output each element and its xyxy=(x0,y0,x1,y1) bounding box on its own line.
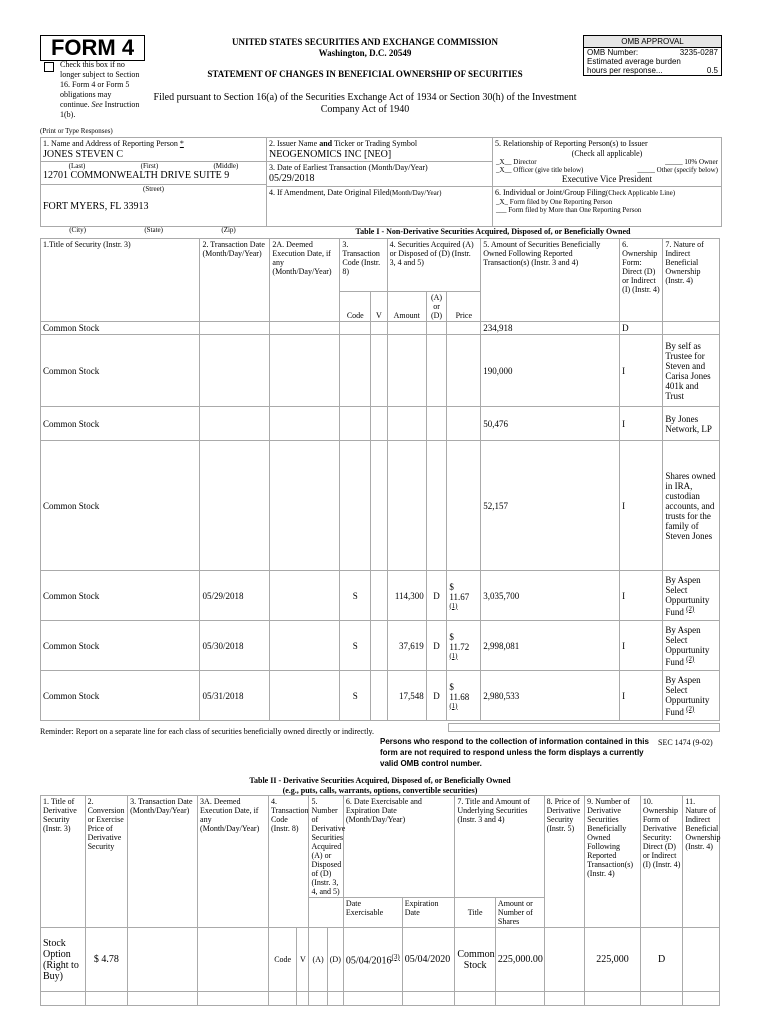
footnote-1-link[interactable]: (1) xyxy=(449,601,458,610)
t1-cell-title: Common Stock xyxy=(41,671,200,721)
price-value: 11.68 xyxy=(449,691,470,702)
middle-label: (Middle) xyxy=(213,162,239,170)
t1-cell-v xyxy=(371,322,387,335)
t2-row-u-title: Common Stock xyxy=(455,928,496,992)
reminder-text: Reminder: Report on a separate line for each class of securities beneficially owned directly or indirectly. xyxy=(40,727,375,736)
zip-label: (Zip) xyxy=(221,226,236,234)
t1-cell-v xyxy=(371,407,387,441)
t1-cell-v xyxy=(371,621,387,671)
box6-label: 6. Individual or Joint/Group Filing xyxy=(495,188,606,197)
t1-cell-amount xyxy=(387,322,426,335)
t1-cell-title: Common Stock xyxy=(41,407,200,441)
footnote-1-link[interactable]: (1) xyxy=(449,701,458,710)
box4-label: 4. If Amendment, Date Original Filed xyxy=(269,188,390,197)
nature-text: Shares owned in IRA, custodian accounts, and trusts for the family of Steven Jones xyxy=(665,470,716,541)
t1-header-nature: 7. Nature of Indirect Beneficial Ownership (Instr. 4) xyxy=(663,239,720,322)
t1-cell-code xyxy=(340,322,371,335)
t1-cell-ad xyxy=(426,335,447,407)
t2-row-date-ex xyxy=(343,928,402,992)
t1-cell-title: Common Stock xyxy=(41,571,200,621)
agency-city: Washington, D.C. 20549 xyxy=(318,48,412,58)
t2-row-price: $ 4.78 xyxy=(85,928,128,992)
street-address: 12701 COMMONWEALTH DRIVE SUITE 9 xyxy=(43,170,230,181)
t1-header-date: 2. Transaction Date (Month/Day/Year) xyxy=(200,239,270,322)
t2-row-exp: 05/04/2020 xyxy=(402,928,455,992)
t2-header-date: 3. Transaction Date (Month/Day/Year) xyxy=(128,796,198,928)
t1-row xyxy=(41,441,720,571)
sec-code: SEC 1474 (9-02) xyxy=(658,738,713,747)
omb-burden-label: Estimated average burden xyxy=(587,57,681,66)
t1-cell-owned: 190,000 xyxy=(481,335,620,407)
t1-cell-form: I xyxy=(620,671,663,721)
t1-cell-title: Common Stock xyxy=(41,322,200,335)
t1-cell-ad: D xyxy=(426,621,447,671)
ten-percent-owner-option[interactable]: _____ 10% Owner xyxy=(665,158,718,166)
t1-cell-form: I xyxy=(620,621,663,671)
t1-cell-code xyxy=(340,441,371,571)
t1-cell-deemed xyxy=(270,441,340,571)
non-derivative-table xyxy=(40,238,720,721)
t1-cell-price xyxy=(447,621,481,671)
t1-row xyxy=(41,671,720,721)
t2-row-owned: 225,000 xyxy=(585,928,641,992)
t1-cell-date xyxy=(200,407,270,441)
table2-subtitle: (e.g., puts, calls, warrants, options, convertible securities) xyxy=(282,786,478,795)
footnote-2-link[interactable]: (2) xyxy=(686,654,695,663)
t1-cell-ad xyxy=(426,407,447,441)
nature-text: By Aspen Select Oppurtunity Fund xyxy=(665,624,710,667)
nature-text: By self as Trustee for Steven and Carisa Jones 401k and Trust xyxy=(665,340,711,401)
other-option[interactable]: _____ Other (specify below) xyxy=(637,166,718,174)
t1-cell-nature xyxy=(663,571,720,621)
filing-option-one[interactable]: _X_ Form filed by One Reporting Person xyxy=(496,198,613,206)
price-currency: $ xyxy=(449,681,454,692)
filed-pursuant: Filed pursuant to Section 16(a) of the Securities Exchange Act of 1934 or Section 30(h) of the Investment Company Act of 1940 xyxy=(153,92,577,115)
issuer-name: NEOGENOMICS INC [NEO] xyxy=(269,149,392,160)
t2-header-exercisable: 6. Date Exercisable and Expiration Date (Month/Day/Year) xyxy=(343,796,454,898)
officer-title: Executive Vice President xyxy=(561,174,653,184)
t1-cell-code: S xyxy=(340,671,371,721)
box2-label: 2. Issuer Name xyxy=(269,139,318,148)
t1-cell-owned: 2,980,533 xyxy=(481,671,620,721)
price-value: 11.72 xyxy=(449,641,470,652)
t1-cell-v xyxy=(371,441,387,571)
t1-cell-ad: D xyxy=(426,671,447,721)
street-label: (Street) xyxy=(41,184,266,193)
city-state-zip: FORT MYERS, FL 33913 xyxy=(43,201,149,212)
t2-sub-title: Title xyxy=(455,898,496,928)
t1-cell-price xyxy=(447,571,481,621)
t1-cell-nature xyxy=(663,671,720,721)
nature-text: By Aspen Select Oppurtunity Fund xyxy=(665,674,710,717)
t1-cell-amount: 17,548 xyxy=(387,671,426,721)
t1-header-owned: 5. Amount of Securities Beneficially Owned Following Reported Transaction(s) (Instr. 3 and 4) xyxy=(481,239,620,322)
t1-cell-title: Common Stock xyxy=(41,335,200,407)
agency-name: UNITED STATES SECURITIES AND EXCHANGE COMMISSION xyxy=(232,37,498,47)
t1-cell-code: S xyxy=(340,621,371,671)
t2-header-nature: 11. Nature of Indirect Beneficial Ownership (Instr. 4) xyxy=(683,796,720,928)
t1-row xyxy=(41,571,720,621)
t1-cell-deemed xyxy=(270,621,340,671)
reporting-person-name: JONES STEVEN C xyxy=(43,149,124,160)
t2-row-form: D xyxy=(640,928,683,992)
t2-header-code: 4. Transaction Code (Instr. 8) xyxy=(268,796,309,928)
t2-sub-amount: Amount or Number of Shares xyxy=(495,898,544,928)
t1-row xyxy=(41,335,720,407)
t1-cell-form: I xyxy=(620,441,663,571)
t1-header-code: 3. Transaction Code (Instr. 8) xyxy=(340,239,387,292)
box-relationship xyxy=(492,137,722,187)
t1-cell-title: Common Stock xyxy=(41,441,200,571)
earliest-transaction-date: 05/29/2018 xyxy=(269,173,315,184)
t1-row xyxy=(41,407,720,441)
omb-title: OMB APPROVAL xyxy=(584,36,721,48)
t2-sub-code: Code xyxy=(268,928,296,992)
t1-cell-nature xyxy=(663,322,720,335)
t2-header-form: 10. Ownership Form of Derivative Security: Direct (D) or Indirect (I) (Instr. 4) xyxy=(640,796,683,928)
t2-header-deriv-price: 8. Price of Derivative Security (Instr. 5) xyxy=(544,796,585,928)
t1-row xyxy=(41,322,720,335)
t1-header-form: 6. Ownership Form: Direct (D) or Indirect (I) (Instr. 4) xyxy=(620,239,663,322)
t1-cell-amount xyxy=(387,335,426,407)
price-value: 11.67 xyxy=(449,591,470,602)
t1-header-acquired: 4. Securities Acquired (A) or Disposed of (D) (Instr. 3, 4 and 5) xyxy=(387,239,481,292)
t2-sub-exp: Expiration Date xyxy=(402,898,455,928)
t1-cell-form: D xyxy=(620,322,663,335)
box-issuer xyxy=(266,137,493,162)
footnote-1-link[interactable]: (1) xyxy=(449,651,458,660)
t1-cell-price xyxy=(447,322,481,335)
form-title: STATEMENT OF CHANGES IN BENEFICIAL OWNERSHIP OF SECURITIES xyxy=(207,69,523,79)
state-label: (State) xyxy=(144,226,163,234)
t1-cell-owned: 234,918 xyxy=(481,322,620,335)
filing-option-multiple[interactable]: ___ Form filed by More than One Reporting Person xyxy=(496,206,642,214)
price-currency: $ xyxy=(449,631,454,642)
t1-cell-price xyxy=(447,671,481,721)
t1-cell-date xyxy=(200,335,270,407)
box5-label: 5. Relationship of Reporting Person(s) to Issuer xyxy=(495,139,648,148)
t1-cell-owned: 3,035,700 xyxy=(481,571,620,621)
box-filing-type xyxy=(492,186,722,227)
nature-text: By Jones Network, LP xyxy=(665,413,712,434)
city-label: (City) xyxy=(69,226,86,234)
t1-sub-v: V xyxy=(371,292,387,322)
t1-cell-ad xyxy=(426,322,447,335)
t1-header-deemed: 2A. Deemed Execution Date, if any (Month/Day/Year) xyxy=(270,239,340,322)
t1-cell-title: Common Stock xyxy=(41,621,200,671)
box2-label-ticker: Ticker or Trading Symbol xyxy=(333,139,418,148)
t1-cell-deemed xyxy=(270,322,340,335)
box5-sub: (Check all applicable) xyxy=(571,149,643,158)
no-longer-subject-checkbox[interactable] xyxy=(44,62,54,72)
t2-sub-date-ex: Date Exercisable xyxy=(343,898,402,928)
box-amendment xyxy=(266,186,493,227)
t1-cell-v xyxy=(371,671,387,721)
t1-cell-ad: D xyxy=(426,571,447,621)
t2-header-deemed: 3A. Deemed Execution Date, if any (Month/Day/Year) xyxy=(198,796,269,928)
t2-sub-a: (A) xyxy=(309,928,327,992)
t1-cell-deemed xyxy=(270,335,340,407)
box-reporting-person xyxy=(40,137,267,227)
omb-hours-label: hours per response... xyxy=(587,66,663,75)
omb-approval-box xyxy=(583,35,722,76)
nature-text: By Aspen Select Oppurtunity Fund xyxy=(665,574,710,617)
t1-cell-v xyxy=(371,335,387,407)
last-label: (Last) xyxy=(68,162,86,170)
t1-sub-amount: Amount xyxy=(387,292,426,322)
t2-header-owned: 9. Number of Derivative Securities Beneficially Owned Following Reported Transaction(s) (Instr. 4) xyxy=(585,796,641,928)
form-4-label: FORM 4 xyxy=(40,35,145,61)
t1-cell-date: 05/29/2018 xyxy=(200,571,270,621)
t1-cell-owned: 2,998,081 xyxy=(481,621,620,671)
director-option[interactable]: _X__ Director xyxy=(496,158,537,166)
t2-header-price: 2. Conversion or Exercise Price of Derivative Security xyxy=(85,796,128,928)
t1-row xyxy=(41,621,720,671)
t1-cell-code xyxy=(340,335,371,407)
footnote-2-link[interactable]: (2) xyxy=(686,704,695,713)
omb-number-label: OMB Number: xyxy=(587,48,639,57)
t1-cell-deemed xyxy=(270,407,340,441)
box2-label-and: and xyxy=(319,139,333,148)
footnote-3-link[interactable]: (3) xyxy=(391,952,400,961)
box4-sub: (Month/Day/Year) xyxy=(389,189,442,197)
t1-cell-amount: 114,300 xyxy=(387,571,426,621)
t1-cell-price xyxy=(447,335,481,407)
table1-title: Table I - Non-Derivative Securities Acquired, Disposed of, or Beneficially Owned xyxy=(355,227,631,236)
t1-cell-form: I xyxy=(620,571,663,621)
t1-cell-owned: 52,157 xyxy=(481,441,620,571)
t1-cell-date xyxy=(200,441,270,571)
t1-cell-nature xyxy=(663,441,720,571)
t1-sub-code: Code xyxy=(340,292,371,322)
t1-cell-form: I xyxy=(620,407,663,441)
t1-cell-amount: 37,619 xyxy=(387,621,426,671)
t1-cell-v xyxy=(371,571,387,621)
omb-hours-value: 0.5 xyxy=(706,66,718,75)
officer-option[interactable]: _X__ Officer (give title below) xyxy=(496,166,584,174)
t1-cell-code: S xyxy=(340,571,371,621)
t1-cell-nature xyxy=(663,407,720,441)
t1-cell-price xyxy=(447,407,481,441)
omb-number-value: 3235-0287 xyxy=(679,48,718,57)
t1-cell-code xyxy=(340,407,371,441)
footnote-2-link[interactable]: (2) xyxy=(686,604,695,613)
box-earliest-transaction xyxy=(266,161,493,187)
price-currency: $ xyxy=(449,581,454,592)
first-label: (First) xyxy=(140,162,159,170)
persons-notice: Persons who respond to the collection of information contained in this form are not required to respond unless the form displays a currently valid OMB control number. xyxy=(380,737,649,768)
t2-header-underlying: 7. Title and Amount of Underlying Securities (Instr. 3 and 4) xyxy=(455,796,544,898)
t2-row-title: Stock Option (Right to Buy) xyxy=(41,928,86,992)
t1-header-title: 1.Title of Security (Instr. 3) xyxy=(41,239,200,322)
t1-cell-nature xyxy=(663,621,720,671)
t2-row-u-amount: 225,000.00 xyxy=(495,928,544,992)
derivative-table xyxy=(40,795,720,1006)
t1-cell-form: I xyxy=(620,335,663,407)
table2-title: Table II - Derivative Securities Acquired, Disposed of, or Beneficially Owned xyxy=(249,776,511,785)
box3-label: 3. Date of Earliest Transaction (Month/Day/Year) xyxy=(269,163,428,172)
t1-cell-date: 05/31/2018 xyxy=(200,671,270,721)
t1-cell-amount xyxy=(387,441,426,571)
t1-cell-date xyxy=(200,322,270,335)
print-type: (Print or Type Responses) xyxy=(40,127,113,135)
box6-sub: (Check Applicable Line) xyxy=(605,189,676,197)
t1-cell-deemed xyxy=(270,571,340,621)
t1-cell-nature xyxy=(663,335,720,407)
t2-header-title: 1. Title of Derivative Security (Instr. 3) xyxy=(41,796,86,928)
t1-cell-ad xyxy=(426,441,447,571)
t1-sub-price: Price xyxy=(447,292,481,322)
box1-label: 1. Name and Address of Reporting Person xyxy=(43,139,178,148)
t2-sub-d: (D) xyxy=(327,928,343,992)
checkbox-instructions: Check this box if no longer subject to Section 16. Form 4 or Form 5 obligations may continue. See Instruction 1(b). xyxy=(60,60,140,119)
t2-sub-v: V xyxy=(297,928,309,992)
date-exercisable-value: 05/04/2016 xyxy=(345,955,392,967)
t2-header-number: 5. Number of Derivative Securities Acquired (A) or Disposed of (D) (Instr. 3, 4, and 5) xyxy=(309,796,343,898)
t1-cell-amount xyxy=(387,407,426,441)
t1-cell-deemed xyxy=(270,671,340,721)
box1-footnote-link[interactable]: * xyxy=(179,139,184,148)
t1-cell-date: 05/30/2018 xyxy=(200,621,270,671)
t1-cell-price xyxy=(447,441,481,571)
t1-sub-aord: (A) or (D) xyxy=(426,292,447,322)
t1-cell-owned: 50,476 xyxy=(481,407,620,441)
reminder-box xyxy=(448,723,720,732)
